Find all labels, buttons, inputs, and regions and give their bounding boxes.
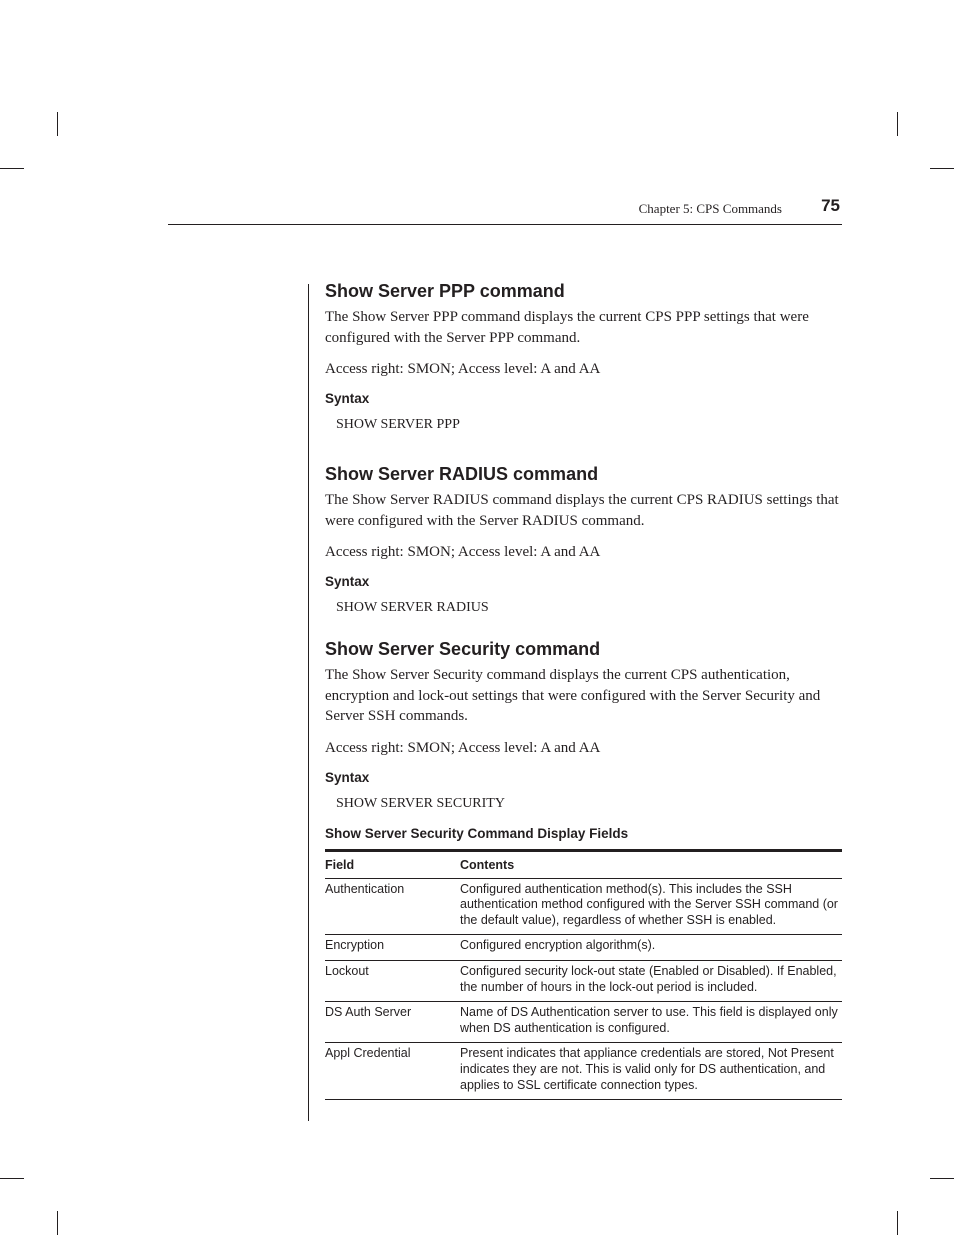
crop-mark [897,112,898,136]
syntax-command: SHOW SERVER PPP [336,417,460,432]
section-body: The Show Server PPP command displays the current CPS PPP settings that were configured with the Server PPP command. [325,309,809,346]
crop-mark [930,1178,954,1179]
section-title: Show Server PPP command [325,281,565,301]
table-row [325,960,842,1001]
field-name: Authentication [325,878,460,935]
field-name: Appl Credential [325,1043,460,1100]
column-header-field: Field [325,851,460,879]
syntax-label: Syntax [325,391,370,406]
crop-mark [0,1178,24,1179]
crop-mark [57,112,58,136]
section-body: The Show Server Security command displays the current CPS authentication, encryption and lock-out settings that were configured with the Server Security and Server SSH commands. [325,667,821,724]
header-rule [168,224,842,225]
column-header-contents: Contents [460,851,842,879]
access-rights: Access right: SMON; Access level: A and AA [325,544,601,560]
field-contents: Configured security lock-out state (Enabled or Disabled). If Enabled, the number of hours in the lock-out period is included. [460,960,842,1001]
access-rights: Access right: SMON; Access level: A and AA [325,739,601,756]
display-fields-table [325,849,842,1100]
field-contents: Name of DS Authentication server to use. This field is displayed only when DS authentication is configured. [460,1002,842,1043]
field-name: Lockout [325,960,460,1001]
section-body: The Show Server RADIUS command displays the current CPS RADIUS settings that were configured with the Server RADIUS command. [325,492,839,529]
margin-rule [308,284,309,1121]
table-row [325,1043,842,1100]
table-row [325,1002,842,1043]
table-header-row [325,851,842,879]
table-row [325,935,842,961]
section-show-server-ppp [325,279,842,435]
table-row [325,878,842,935]
section-title: Show Server RADIUS command [325,464,599,484]
table-caption: Show Server Security Command Display Fields [325,826,629,841]
syntax-command: SHOW SERVER SECURITY [336,795,505,811]
crop-mark [930,168,954,169]
section-title: Show Server Security command [325,639,601,659]
field-contents: Present indicates that appliance credentials are stored, Not Present indicates they are not. This is valid only for DS authentication, and applies to SSL certificate connection types. [460,1043,842,1100]
section-show-server-security [325,637,842,814]
syntax-label: Syntax [325,574,370,589]
crop-mark [0,168,24,169]
syntax-label: Syntax [325,769,370,785]
crop-mark [897,1211,898,1235]
access-rights: Access right: SMON; Access level: A and AA [325,361,601,377]
crop-mark [57,1211,58,1235]
running-header: Chapter 5: CPS Commands [638,201,782,216]
field-name: DS Auth Server [325,1002,460,1043]
syntax-command: SHOW SERVER RADIUS [336,600,489,615]
field-name: Encryption [325,935,460,961]
section-show-server-radius [325,462,842,618]
field-contents: Configured encryption algorithm(s). [460,935,842,961]
page-number: 75 [821,196,840,215]
field-contents: Configured authentication method(s). This includes the SSH authentication method configured with the Server SSH command (or the default value), regardless of whether SSH is enabled. [460,878,842,935]
